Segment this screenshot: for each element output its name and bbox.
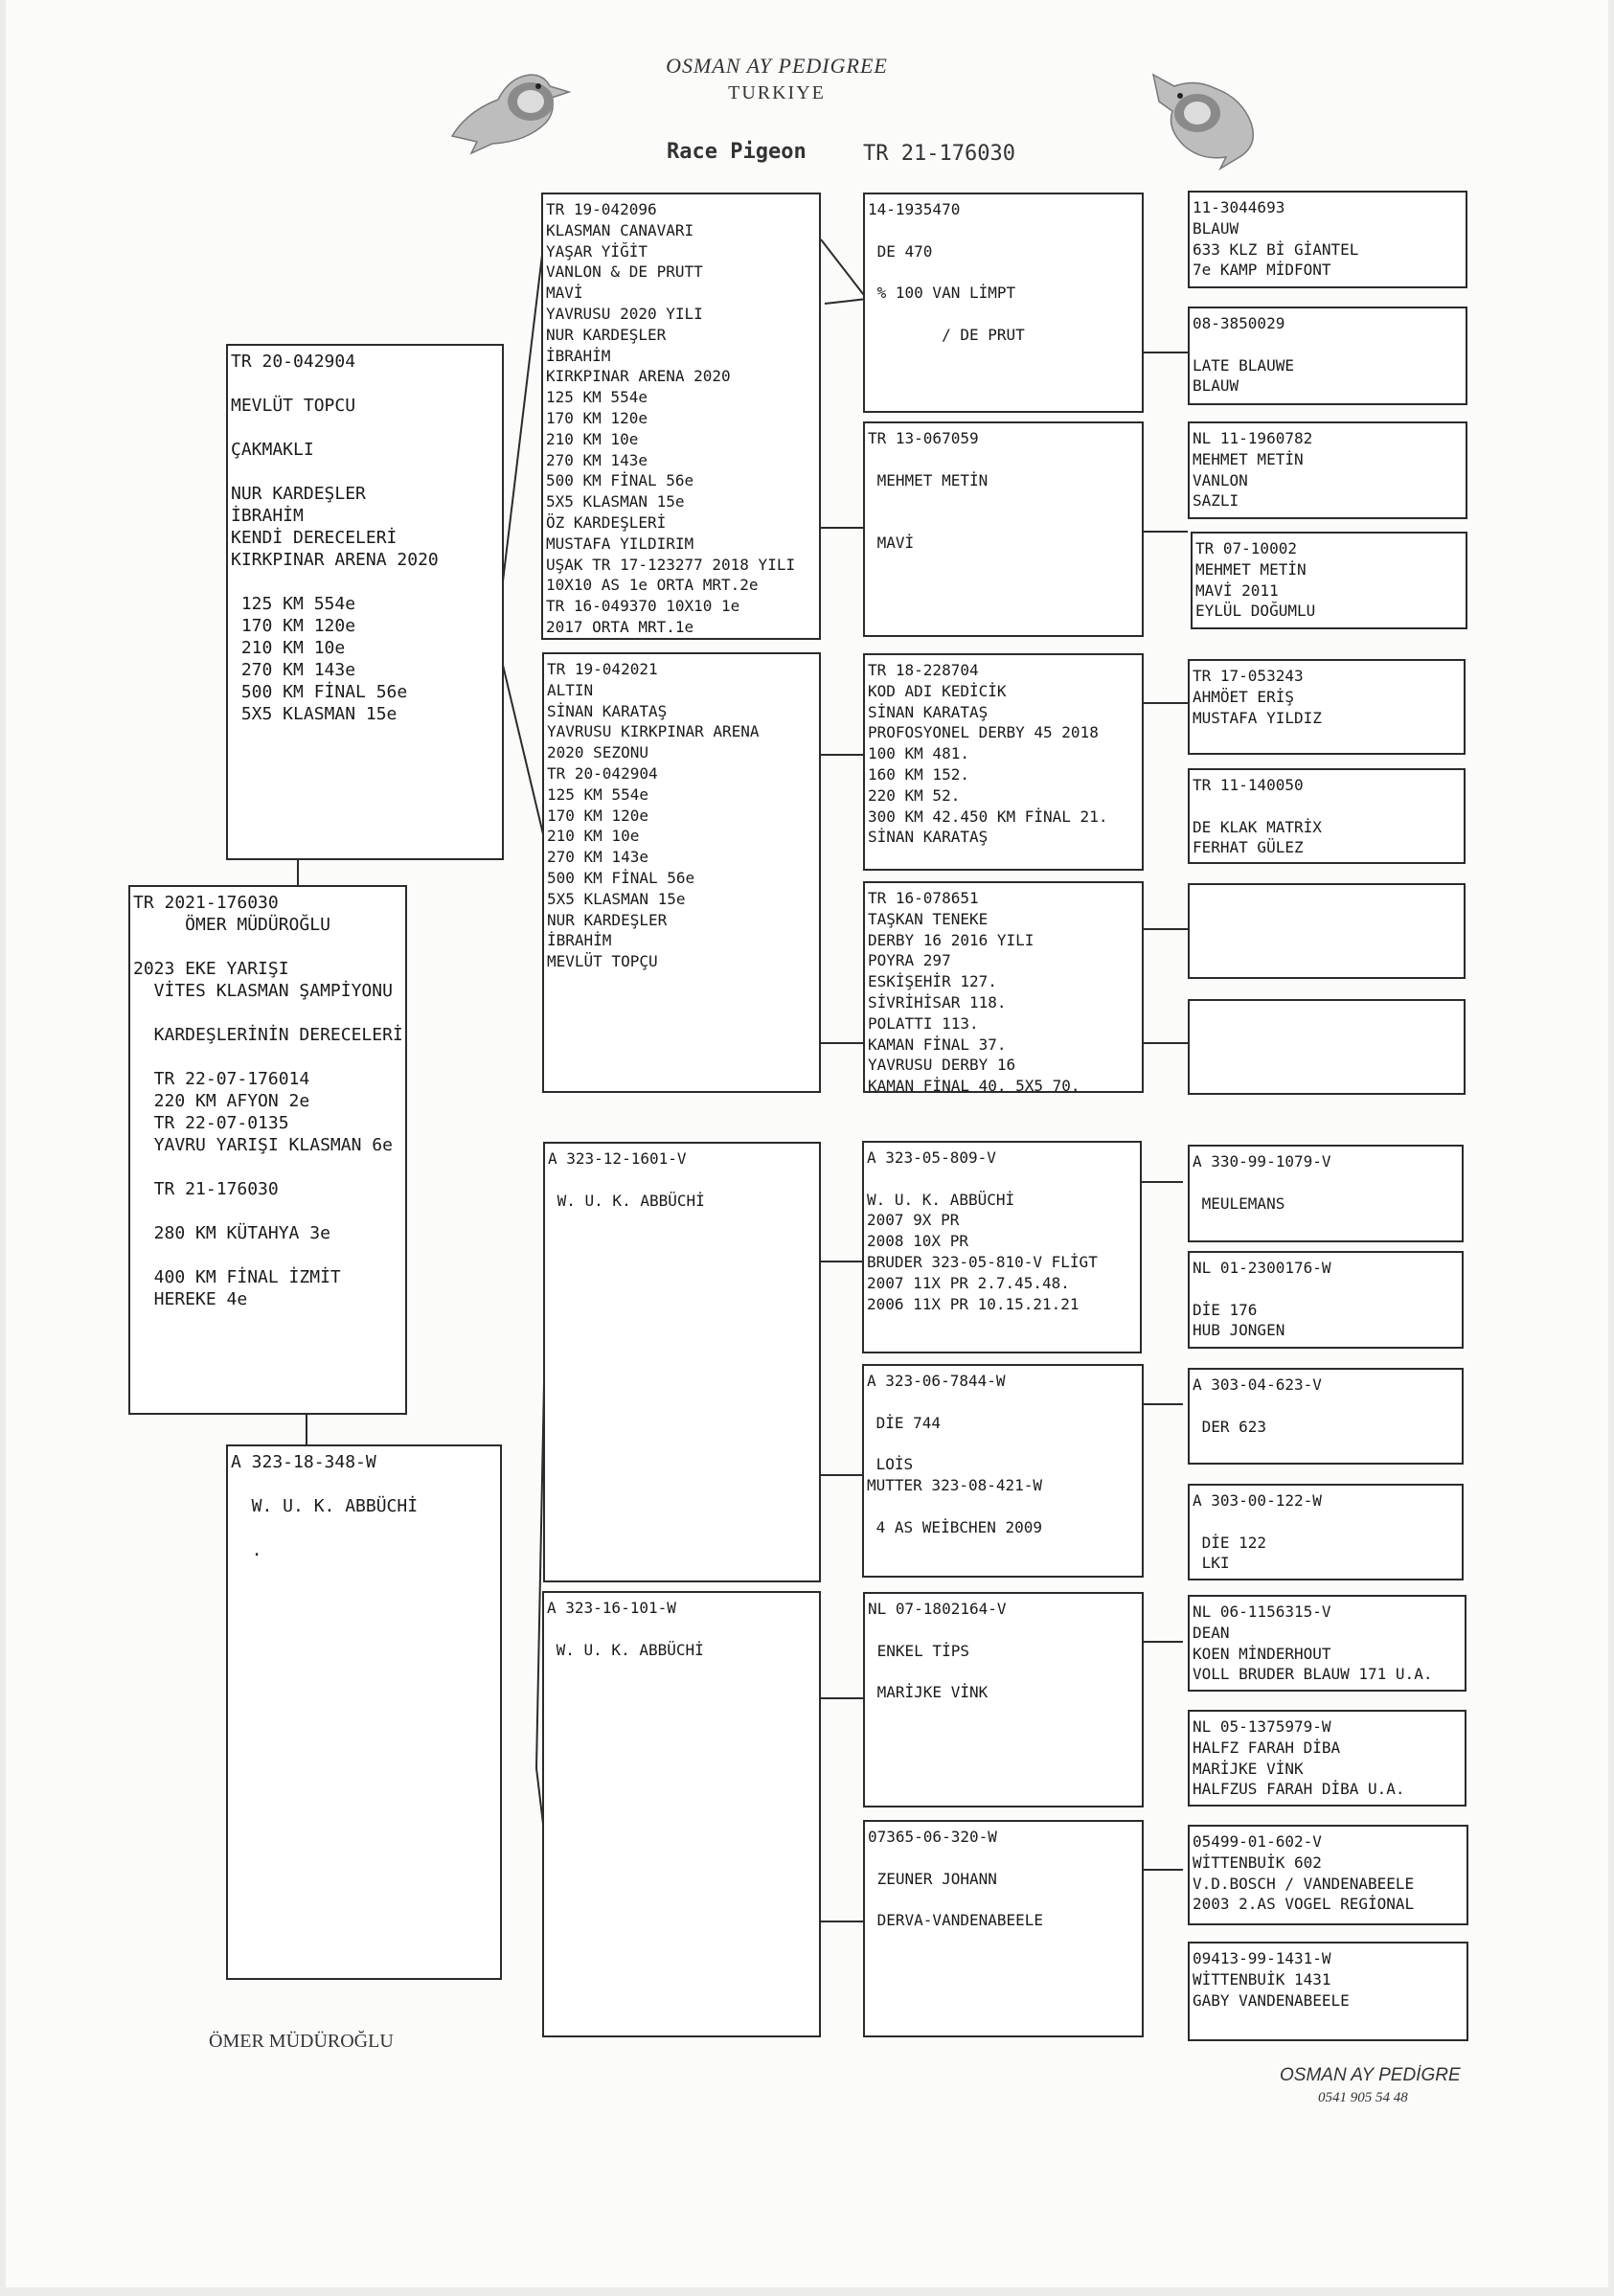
- dsd-box: [862, 1364, 1144, 1578]
- pigeon-logo-right: [1134, 65, 1287, 170]
- subject-box: [128, 885, 407, 1415]
- ssd-text: TR 13-067059 MEHMET METİN MAVİ: [868, 429, 989, 552]
- g5-box-10: [1188, 1251, 1464, 1349]
- sds-text: TR 18-228704 KOD ADI KEDİCİK SİNAN KARATAŞ PROFOSYONEL DERBY 45 2018 100 KM 481. 160 KM 152. 220 KM 52. 300 KM 42.450 KM FİNAL 21. SİNAN KARATAŞ: [868, 661, 1108, 847]
- sss-box: [863, 193, 1144, 413]
- g5-text-14: NL 05-1375979-W HALFZ FARAH DİBA MARİJKE VİNK HALFZUS FARAH DİBA U.A.: [1193, 1717, 1405, 1799]
- dam-box: [226, 1444, 502, 1980]
- ring-number: TR 21-176030: [863, 142, 1015, 166]
- dam-text: A 323-18-348-W W. U. K. ABBÜCHİ .: [231, 1452, 419, 1560]
- g5-box-12: [1188, 1484, 1464, 1580]
- g5-box-16: [1188, 1942, 1468, 2041]
- sire-dam-box: [542, 652, 821, 1093]
- dam-dam-box: [542, 1591, 821, 2037]
- g5-box-3: [1188, 421, 1467, 519]
- ssd-box: [863, 421, 1144, 637]
- g5-box-13: [1188, 1595, 1466, 1692]
- sire-sire-text: TR 19-042096 KLASMAN CANAVARI YAŞAR YİĞİT VANLON & DE PRUTT MAVİ YAVRUSU 2020 YILI NUR KARDEŞLER İBRAHİM KIRKPINAR ARENA 2020 125 KM 554e 170 KM 120e 210 KM 10e 270 KM 143e 500 KM FİNAL 56e 5X5 KLASMAN 15e ÖZ KARDEŞLERİ MUSTAFA YILDIRIM UŞAK TR 17-123277 2018 YILI 10X10 AS 1e ORTA MRT.2e TR 16-049370 10X10 1e 2017 ORTA MRT.1e: [546, 200, 796, 636]
- g5-text-15: 05499-01-602-V WİTTENBUİK 602 V.D.BOSCH / VANDENABEELE 2003 2.AS VOGEL REGİONAL: [1193, 1832, 1415, 1914]
- g5-text-4: TR 07-10002 MEHMET METİN MAVİ 2011 EYLÜL DOĞUMLU: [1195, 539, 1316, 621]
- g5-text-1: 11-3044693 BLAUW 633 KLZ Bİ GİANTEL 7e KAMP MİDFONT: [1193, 198, 1359, 280]
- g5-text-16: 09413-99-1431-W WİTTENBUİK 1431 GABY VANDENABEELE: [1193, 1949, 1350, 2010]
- dam-sire-box: [543, 1142, 821, 1582]
- pigeon-logo-left: [439, 61, 582, 157]
- pedigree-sheet: [6, 0, 1608, 2287]
- g5-box-11: [1188, 1368, 1464, 1465]
- dam-dam-text: A 323-16-101-W W. U. K. ABBÜCHİ: [547, 1599, 704, 1659]
- ddd-text: 07365-06-320-W ZEUNER JOHANN DERVA-VANDENABEELE: [868, 1828, 1044, 1930]
- sire-sire-box: [541, 193, 821, 640]
- dds-box: [863, 1592, 1144, 1807]
- g5-box-8: [1188, 999, 1466, 1095]
- g5-text-6: TR 11-140050 DE KLAK MATRİX FERHAT GÜLEZ: [1193, 776, 1322, 857]
- g5-text-11: A 303-04-623-V DER 623: [1193, 1375, 1322, 1436]
- g5-text-2: 08-3850029 LATE BLAUWE BLAUW: [1193, 314, 1294, 396]
- g5-text-5: TR 17-053243 AHMÖET ERİŞ MUSTAFA YILDIZ: [1193, 667, 1322, 727]
- g5-box-9: [1188, 1145, 1464, 1242]
- sdd-text: TR 16-078651 TAŞKAN TENEKE DERBY 16 2016 YILI POYRA 297 ESKİŞEHİR 127. SİVRİHİSAR 118. POLATTI 113. KAMAN FİNAL 37. YAVRUSU DERBY 16 KAMAN FİNAL 40. 5X5 70.: [868, 889, 1080, 1096]
- footer-brand: OSMAN AY PEDİGRE: [1280, 2065, 1461, 2085]
- dds-text: NL 07-1802164-V ENKEL TİPS MARİJKE VİNK: [868, 1600, 1007, 1702]
- sire-text: TR 20-042904 MEVLÜT TOPCU ÇAKMAKLI NUR KARDEŞLER İBRAHİM KENDİ DERECELERİ KIRKPINAR ARENA 2020 125 KM 554e 170 KM 120e 210 KM 10e 270 KM 143e 500 KM FİNAL 56e 5X5 KLASMAN 15e: [231, 352, 439, 724]
- footer-phone: 0541 905 54 48: [1318, 2090, 1408, 2105]
- g5-text-8: [1190, 1001, 1195, 1011]
- g5-box-4: [1191, 532, 1467, 629]
- g5-text-13: NL 06-1156315-V DEAN KOEN MİNDERHOUT VOLL BRUDER BLAUW 171 U.A.: [1193, 1603, 1433, 1684]
- brand-title: OSMAN AY PEDIGREE: [666, 54, 888, 78]
- dss-box: [862, 1141, 1142, 1353]
- g5-text-7: [1190, 885, 1195, 895]
- g5-text-9: A 330-99-1079-V MEULEMANS: [1193, 1152, 1331, 1213]
- g5-box-15: [1188, 1825, 1468, 1925]
- g5-box-1: [1188, 191, 1467, 288]
- g5-box-14: [1188, 1710, 1466, 1807]
- race-pigeon-label: Race Pigeon: [667, 140, 807, 164]
- sire-box: [226, 344, 504, 860]
- g5-box-7: [1188, 883, 1466, 979]
- subject-text: TR 2021-176030 ÖMER MÜDÜROĞLU 2023 EKE YARIŞI VİTES KLASMAN ŞAMPİYONU KARDEŞLERİNİN DERECELERİ TR 22-07-176014 220 KM AFYON 2e TR 22-07-0135 YAVRU YARIŞI KLASMAN 6e TR 21-176030 280 KM KÜTAHYA 3e 400 KM FİNAL İZMİT HEREKE 4e: [133, 893, 403, 1309]
- sdd-box: [863, 881, 1144, 1096]
- sds-box: [863, 653, 1144, 871]
- sire-dam-text: TR 19-042021 ALTIN SİNAN KARATAŞ YAVRUSU KIRKPINAR ARENA 2020 SEZONU TR 20-042904 125 KM 554e 170 KM 120e 210 KM 10e 270 KM 143e 500 KM FİNAL 56e 5X5 KLASMAN 15e NUR KARDEŞLER İBRAHİM MEVLÜT TOPÇU: [547, 660, 760, 971]
- g5-box-6: [1188, 768, 1466, 864]
- g5-box-5: [1188, 659, 1466, 755]
- footer-owner: ÖMER MÜDÜROĞLU: [209, 2031, 394, 2052]
- ddd-box: [863, 1820, 1144, 2037]
- dss-text: A 323-05-809-V W. U. K. ABBÜCHİ 2007 9X PR 2008 10X PR BRUDER 323-05-810-V FLİGT 2007 11X PR 2.7.45.48. 2006 11X PR 10.15.21.21: [867, 1148, 1098, 1313]
- sss-text: 14-1935470 DE 470 % 100 VAN LİMPT / DE PRUT: [868, 200, 1025, 344]
- country-title: TURKIYE: [728, 82, 826, 103]
- dsd-text: A 323-06-7844-W DİE 744 LOİS MUTTER 323-08-421-W 4 AS WEİBCHEN 2009: [867, 1372, 1043, 1536]
- g5-text-3: NL 11-1960782 MEHMET METİN VANLON SAZLI: [1193, 429, 1313, 511]
- g5-box-2: [1188, 307, 1467, 405]
- g5-text-10: NL 01-2300176-W DİE 176 HUB JONGEN: [1193, 1259, 1331, 1340]
- g5-text-12: A 303-00-122-W DİE 122 LKI: [1193, 1491, 1322, 1573]
- dam-sire-text: A 323-12-1601-V W. U. K. ABBÜCHİ: [548, 1149, 705, 1210]
